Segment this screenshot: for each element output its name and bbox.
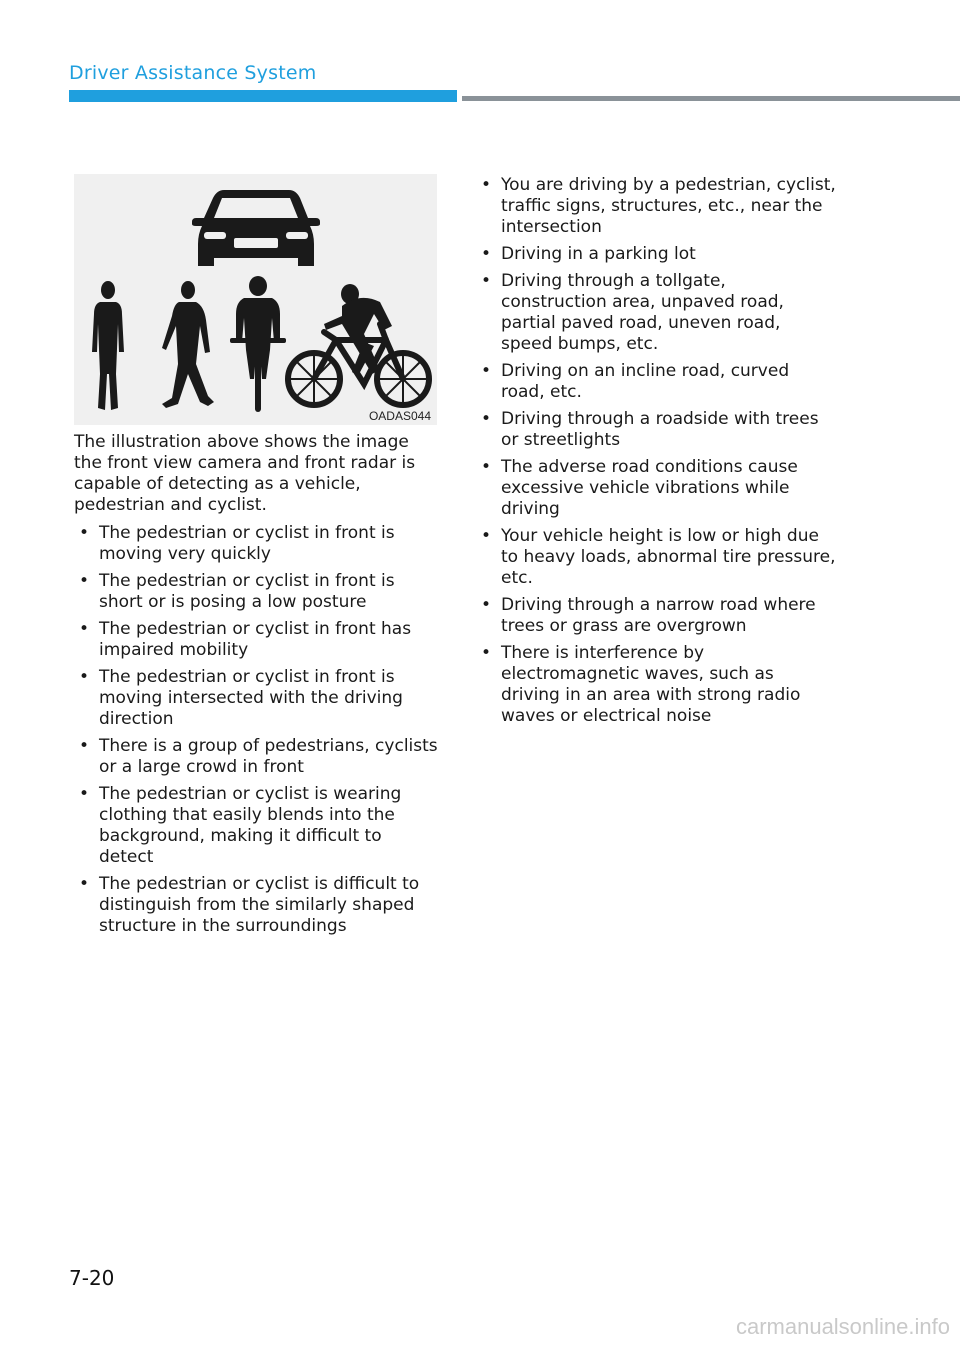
bullet-text: The pedestrian or cyclist in front is moving intersected with the driving direction [99, 667, 403, 729]
standing-pedestrian-icon [92, 281, 124, 410]
page-number: 7-20 [69, 1266, 115, 1290]
detection-illustration [74, 174, 437, 425]
bullet-text: Driving in a parking lot [501, 244, 696, 264]
bullet-text: The pedestrian or cyclist is wearing clothing that easily blends into the background, making it difficult to detect [99, 784, 402, 867]
bullet-text: There is a group of pedestrians, cyclists or a large crowd in front [99, 736, 438, 777]
bullet-item [74, 736, 439, 778]
bullet-item [74, 523, 439, 565]
side-cyclist-icon [288, 284, 429, 405]
bullet-icon: • [481, 457, 492, 477]
right-bullet-list [476, 175, 836, 727]
bullet-text: The pedestrian or cyclist is difficult to distinguish from the similarly shaped structure in the surroundings [99, 874, 420, 936]
bullet-icon: • [481, 175, 492, 195]
bullet-icon: • [481, 526, 492, 546]
bullet-icon: • [79, 523, 90, 543]
bullet-item [476, 595, 836, 637]
bullet-icon: • [481, 361, 492, 381]
header-accent-bar [69, 90, 457, 102]
bullet-item [476, 271, 836, 355]
bullet-item [476, 175, 836, 238]
bullet-icon: • [79, 619, 90, 639]
walking-pedestrian-icon [162, 281, 214, 408]
bullet-icon: • [79, 784, 90, 804]
section-title: Driver Assistance System [69, 62, 317, 84]
front-cyclist-icon [230, 276, 286, 412]
bullet-text: The pedestrian or cyclist in front has impaired mobility [99, 619, 412, 660]
watermark: carmanualsonline.info [735, 1314, 950, 1339]
bullet-text: You are driving by a pedestrian, cyclist, traffic signs, structures, etc., near the intersection [501, 175, 836, 237]
header-rule [462, 96, 960, 101]
bullet-icon: • [481, 643, 492, 663]
bullet-item [476, 409, 836, 451]
bullet-text: Your vehicle height is low or high due to heavy loads, abnormal tire pressure, etc. [501, 526, 836, 588]
bullet-item [74, 874, 439, 937]
bullet-item [476, 457, 836, 520]
bullet-item [74, 667, 439, 730]
car-icon [192, 190, 320, 266]
bullet-icon: • [79, 736, 90, 756]
bullet-item [476, 526, 836, 589]
bullet-icon: • [481, 409, 492, 429]
vehicle-pedestrian-cyclist-illustration [74, 174, 437, 425]
bullet-icon: • [79, 667, 90, 687]
left-column [74, 432, 439, 943]
bullet-item [74, 784, 439, 868]
bullet-text: Driving on an incline road, curved road, etc. [501, 361, 790, 402]
bullet-text: Driving through a narrow road where trees or grass are overgrown [501, 595, 816, 636]
bullet-icon: • [481, 244, 492, 264]
bullet-item [74, 571, 439, 613]
intro-paragraph: The illustration above shows the image the front view camera and front radar is capable of detecting as a vehicle, pedestrian and cyclist. [74, 432, 416, 515]
bullet-icon: • [79, 874, 90, 894]
figure-code: OADAS044 [368, 409, 431, 423]
bullet-item [476, 361, 836, 403]
bullet-text: There is interference by electromagnetic waves, such as driving in an area with strong radio waves or electrical noise [501, 643, 801, 726]
right-column [476, 175, 836, 733]
bullet-text: The pedestrian or cyclist in front is short or is posing a low posture [99, 571, 395, 612]
bullet-text: The adverse road conditions cause excessive vehicle vibrations while driving [501, 457, 798, 519]
left-bullet-list [74, 523, 439, 937]
bullet-text: The pedestrian or cyclist in front is moving very quickly [99, 523, 395, 564]
bullet-icon: • [481, 271, 492, 291]
bullet-item [74, 619, 439, 661]
bullet-text: Driving through a roadside with trees or streetlights [501, 409, 819, 450]
bullet-text: Driving through a tollgate, construction area, unpaved road, partial paved road, uneven road, speed bumps, etc. [501, 271, 784, 354]
bullet-item [476, 244, 836, 265]
bullet-item [476, 643, 836, 727]
bullet-icon: • [79, 571, 90, 591]
bullet-icon: • [481, 595, 492, 615]
